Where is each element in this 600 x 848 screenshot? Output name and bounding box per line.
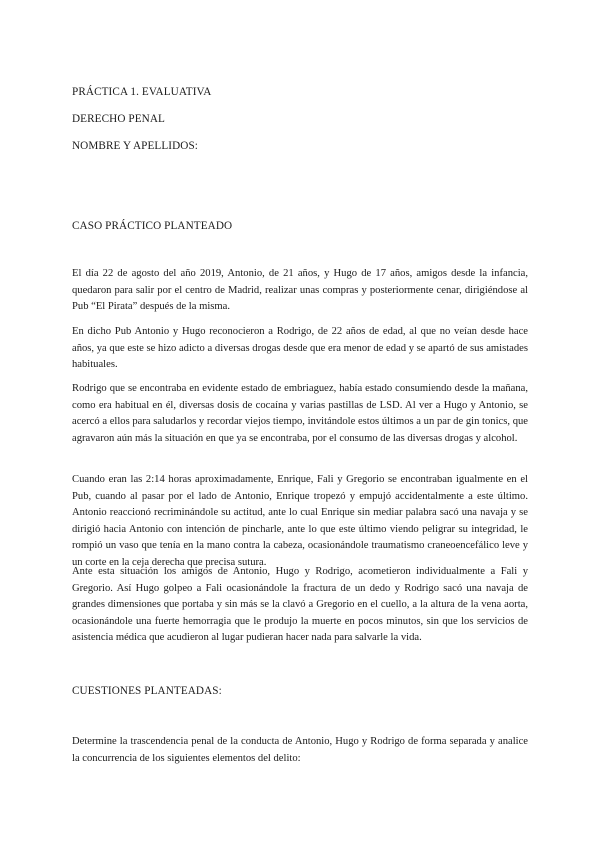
case-paragraph: En dicho Pub Antonio y Hugo reconocieron a Rodrigo, de 22 años de edad, al que no veían desde hace años, ya que este se hizo adicto a diversas drogas desde que era menor de edad y se apartó de sus amistades habituales.	[72, 326, 528, 370]
question-paragraph: Determine la trascendencia penal de la conducta de Antonio, Hugo y Rodrigo de forma separada y analice la concurrencia de los siguientes elementos del delito:	[72, 736, 528, 764]
case-paragraph: Cuando eran las 2:14 horas aproximadamente, Enrique, Fali y Gregorio se encontraban igualmente en el Pub, cuando al pasar por el lado de Antonio, Enrique tropezó y empujó accidentalmente a este último. Antonio reaccionó recriminándole su actitud, ante lo cual Enrique sin mediar palabra sacó una navaja y se dirigió hacia Antonio con intención de pincharle, ante lo que este último viendo peligrar su integridad, le rompió un vaso que tenía en la mano contra la cabeza, ocasionándole traumatismo craneoencefálico leve y un corte en la ceja derecha que precisa sutura.	[72, 474, 528, 568]
case-paragraph: Ante esta situación los amigos de Antonio, Hugo y Rodrigo, acometieron individualmente a Fali y Gregorio. Así Hugo golpeo a Fali ocasionándole la fractura de un dedo y Rodrigo sacó una navaja de grandes dimensiones que portaba y sin más se la clavó a Gregorio en el cuello, a la altura de la vena aorta, ocasionándole una fuerte hemorragia que le produjo la muerte en pocos minutos, sin que los servicios de asistencia médica que acudieron al lugar pudieran hacer nada para salvarle la vida.	[72, 566, 528, 643]
case-paragraph: Rodrigo que se encontraba en evidente estado de embriaguez, había estado consumiendo desde la mañana, como era habitual en él, diversas dosis de cocaína y varias pastillas de LSD. Al ver a Hugo y Antonio, se acercó a ellos para saludarlos y recordar viejos tiempo, invitándole estos últimos a un par de gin tonics, que agravaron aún más la situación en que ya se encontraba, por el consumo de las diversas drogas y alcohol.	[72, 383, 528, 444]
name-label: NOMBRE Y APELLIDOS:	[72, 140, 199, 152]
subject-heading: DERECHO PENAL	[72, 113, 165, 125]
case-heading: CASO PRÁCTICO PLANTEADO	[72, 220, 233, 232]
questions-heading: CUESTIONES PLANTEADAS:	[72, 685, 222, 697]
document-title: PRÁCTICA 1. EVALUATIVA	[72, 86, 212, 98]
case-paragraph: El día 22 de agosto del año 2019, Antonio, de 21 años, y Hugo de 17 años, amigos desde la infancia, quedaron para salir por el centro de Madrid, realizar unas compras y posteriormente cenar, dirigiéndose al Pub “El Pirata” después de la misma.	[72, 268, 528, 312]
